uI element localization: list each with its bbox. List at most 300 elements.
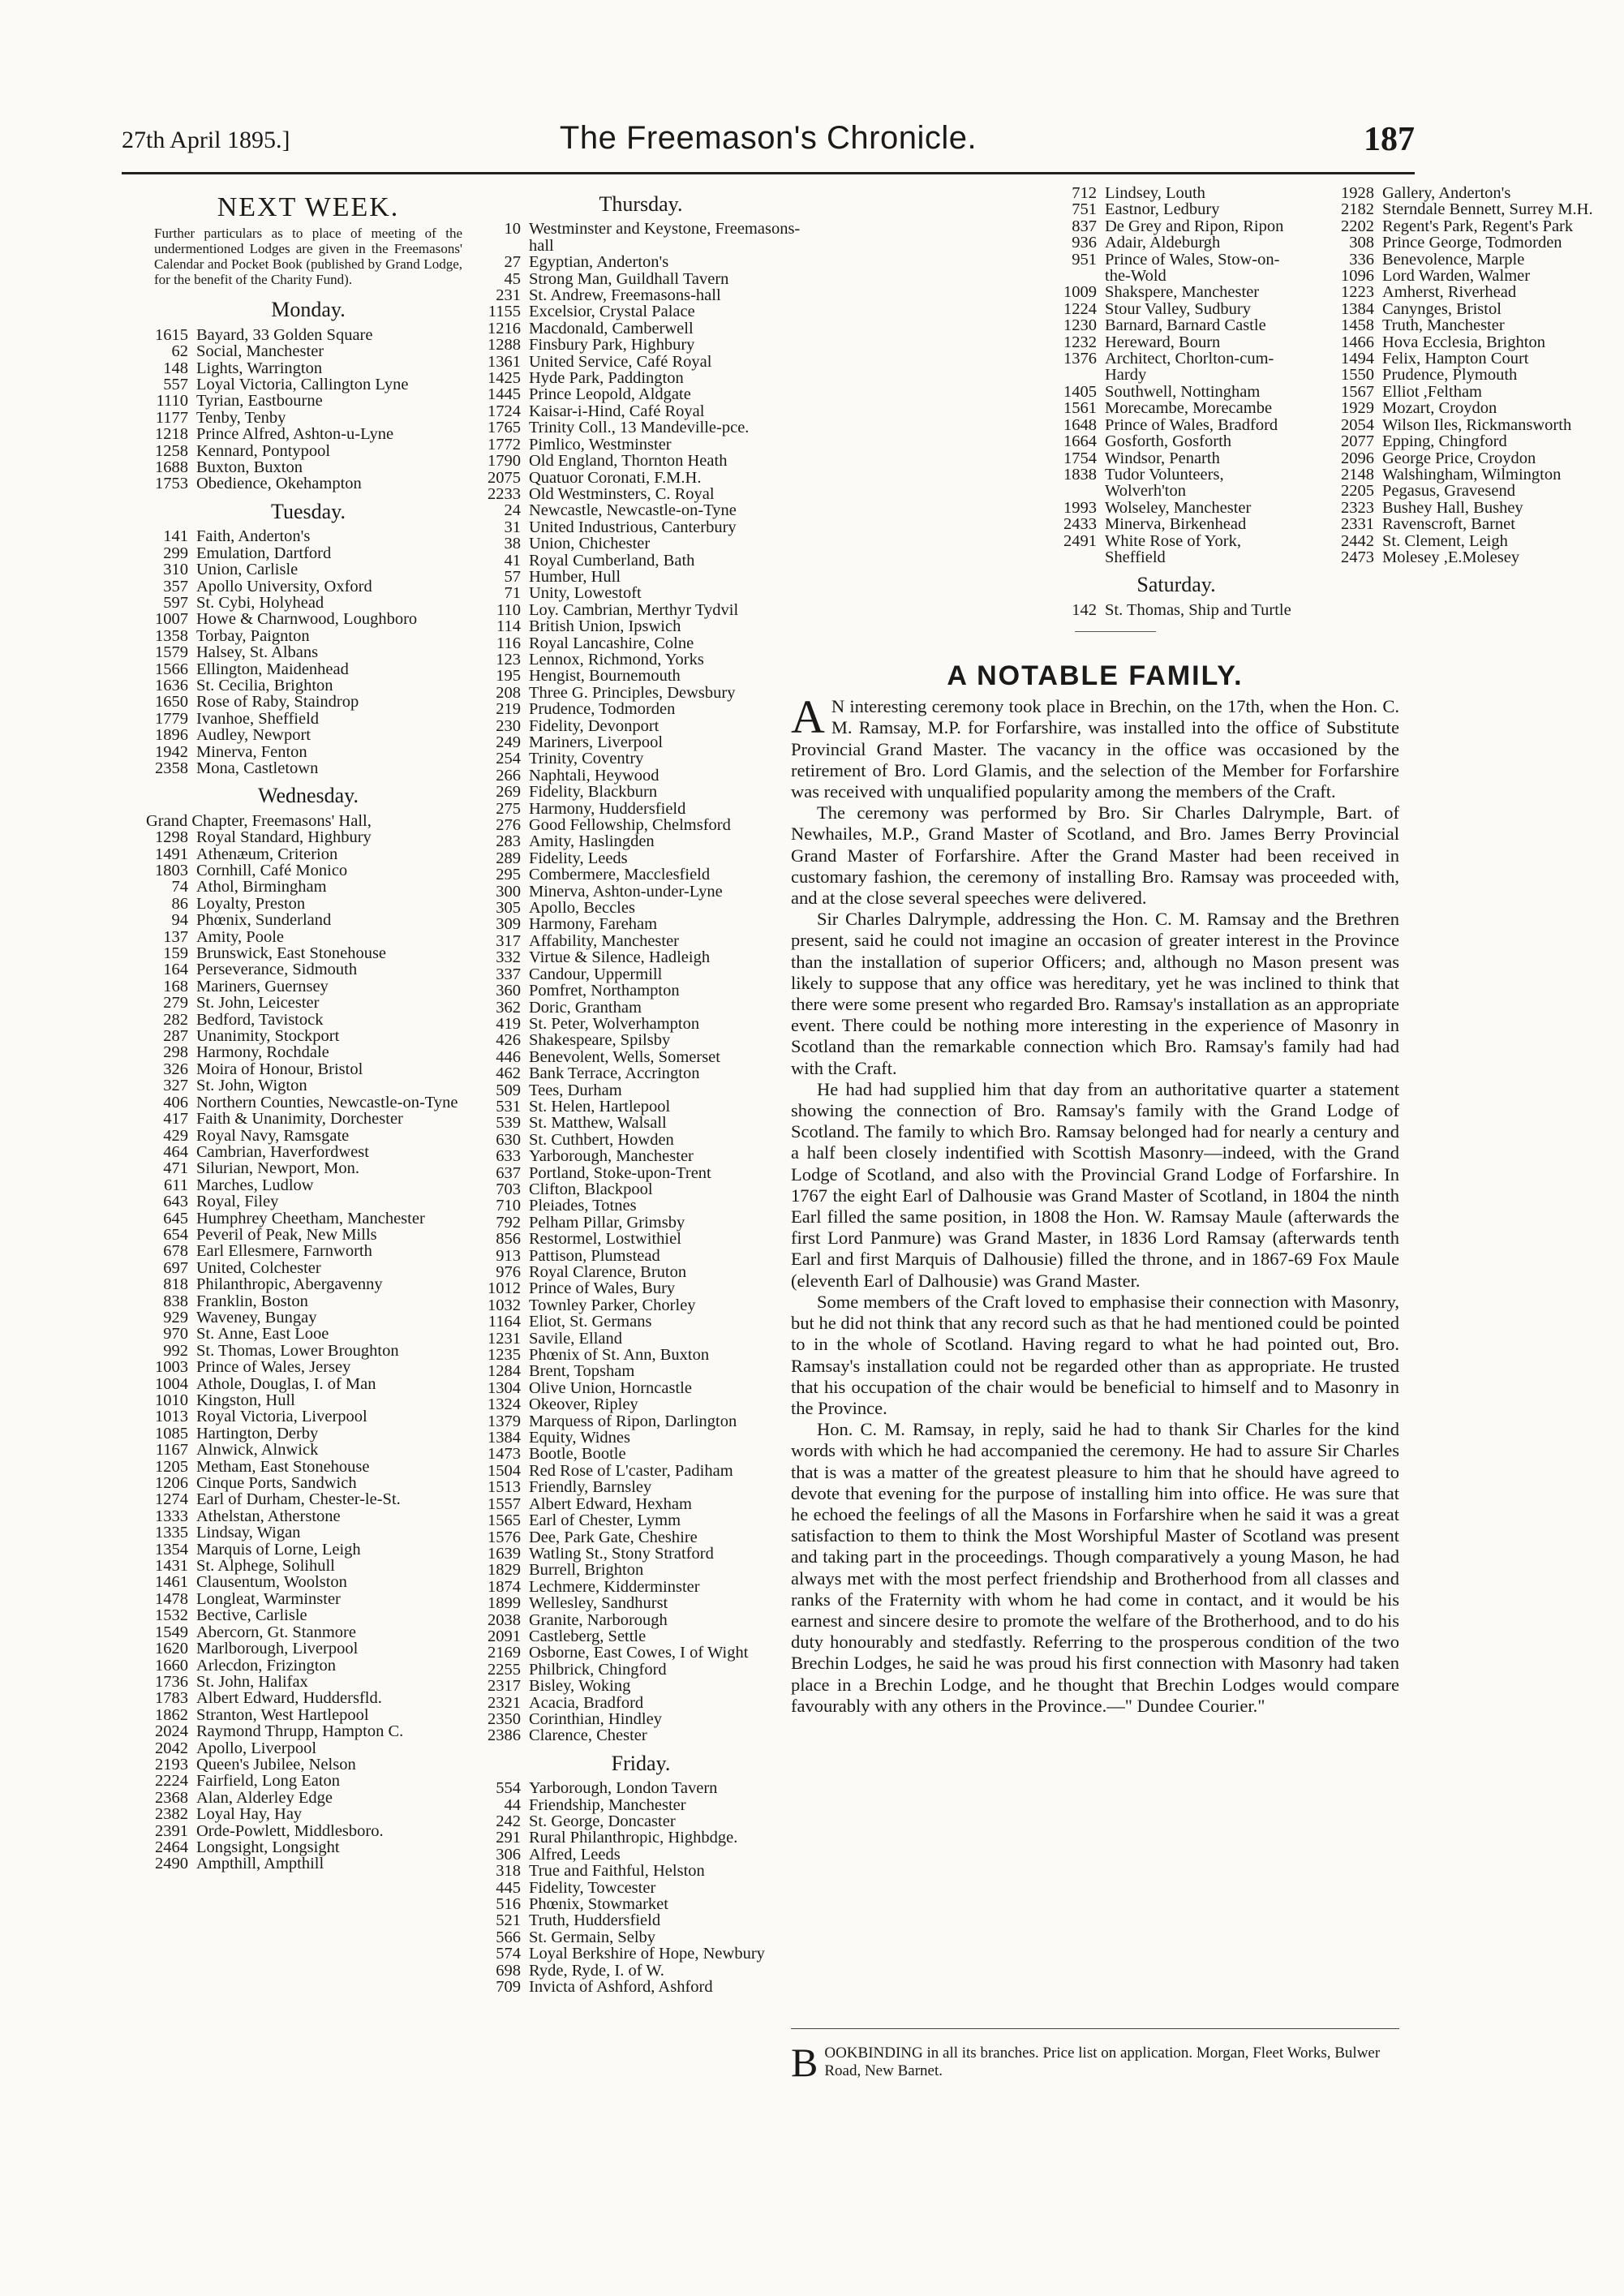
- lodge-entry: [479, 1446, 803, 1462]
- lodge-number: 254: [496, 750, 521, 768]
- lodge-name: Harmony, Rochdale: [196, 1043, 329, 1062]
- lodge-name: Humphrey Cheetham, Manchester: [196, 1209, 425, 1228]
- lodge-entry: [479, 337, 803, 353]
- lodge-entry: [479, 1529, 803, 1546]
- lodge-name: Ampthill, Ampthill: [196, 1855, 324, 1873]
- lodge-number: 1445: [488, 385, 521, 404]
- lodge-entry: [1055, 450, 1298, 467]
- lodge-name: Bank Terrace, Accrington: [529, 1064, 700, 1083]
- lodge-name: Perseverance, Sidmouth: [196, 961, 358, 979]
- lodge-entry: [1332, 417, 1624, 433]
- lodge-entry: [479, 1363, 803, 1379]
- lodge-number: 1004: [155, 1374, 188, 1393]
- lodge-name: Union, Chichester: [529, 535, 651, 553]
- lodge-entry: [146, 343, 470, 359]
- lodge-number: 792: [496, 1213, 521, 1232]
- lodge-entry: [479, 354, 803, 370]
- lodge-name: Albert Edward, Huddersfld.: [196, 1689, 382, 1708]
- lodge-number: 279: [163, 994, 188, 1013]
- lodge-name: Pelham Pillar, Grimsby: [529, 1213, 685, 1232]
- lodge-entry: [479, 933, 803, 949]
- lodge-entry: [146, 1227, 470, 1243]
- lodge-number: 2169: [488, 1644, 521, 1662]
- article-paragraph: Hon. C. M. Ramsay, in reply, said he had to thank Sir Charles for the kind words with which he had accompanied the ceremony. He had to assure Sir Charles that is was a matter of the greatest pleasure to him that he should have agreed to devote that evening for the purpose of installing him into office. He was sure that he echoed the feelings of all the Masons in Forfarshire when he said it was a great satisfaction to them to think the Most Worshipful Master of Scotland was present and taking part in the proceedings. Though comparatively a young Mason, he had always met with the most perfect friendship and Brotherhood from all classes and ranks of the Fraternity with whom he had come in contact, and it would be his earnest and sincere desire to promote the welfare of the Brotherhood, and to do his duty honourably and stedfastly. Referring to the prosperous condition of the two Brechin Lodges, he said he was proud his first connection with Masonry had taken place in a Brechin Lodge, and he thought that Brechin Lodges would compare favourably with any others in the Province.—" Dundee Courier.": [791, 1419, 1399, 1716]
- lodge-name: Eastnor, Ledbury: [1105, 200, 1220, 219]
- lodge-entry: [479, 1595, 803, 1611]
- lodge-name: Buxton, Buxton: [196, 458, 303, 477]
- lodge-name: Royal Cumberland, Bath: [529, 551, 695, 570]
- lodge-number: 2368: [155, 1788, 188, 1807]
- lodge-number: 1007: [155, 610, 188, 629]
- saturday-heading: Saturday.: [1136, 573, 1216, 597]
- lodge-number: 1216: [488, 319, 521, 338]
- lodge-number: 703: [496, 1180, 521, 1198]
- lodge-number: 2442: [1341, 531, 1374, 550]
- lodge-name: Canynges, Bristol: [1382, 299, 1502, 318]
- lodge-entry: [1332, 400, 1624, 416]
- lodge-name: Strong Man, Guildhall Tavern: [529, 269, 729, 288]
- lodge-entry: [1332, 301, 1624, 317]
- lodge-name: Olive Union, Horncastle: [529, 1378, 692, 1397]
- lodge-entry: [1332, 450, 1624, 467]
- lodge-number: 597: [163, 593, 188, 612]
- lodge-entry: [479, 767, 803, 784]
- lodge-name: Hartington, Derby: [196, 1424, 319, 1443]
- lodge-name: Windsor, Penarth: [1105, 449, 1220, 467]
- lodge-number: 697: [163, 1258, 188, 1277]
- lodge-name: Social, Manchester: [196, 342, 324, 361]
- lodge-number: 2233: [488, 484, 521, 503]
- lodge-number: 1425: [488, 369, 521, 388]
- lodge-entry: [479, 1628, 803, 1645]
- lodge-entry: [146, 1028, 470, 1044]
- lodge-entry: [479, 221, 803, 254]
- lodge-entry: [479, 1148, 803, 1164]
- lodge-number: 1993: [1063, 498, 1097, 517]
- lodge-number: 332: [496, 948, 521, 967]
- lodge-number: 1206: [155, 1474, 188, 1493]
- lodge-name: Union, Carlisle: [196, 561, 299, 579]
- article-paragraph: He had had supplied him that day from an authoritative quarter a statement showing the connection of Bro. Ramsay's family with the Grand Lodge of Scotland. The family to which Bro. Ramsay belonged had for nearly a century and a half been closely indentified with Scottish Masonry—indeed, with the Grand Lodge of Scotland, and also with the Provincial Grand Lodge of Forfarshire. In 1767 the eight Earl of Dalhousie was Grand Master of Scotland, in 1804 the ninth Earl filled the same position, in 1808 the Hon. W. Ramsay Maule (afterwards the first Lord Panmure) was Grand Master, in 1836 Lord Ramsay (afterwards tenth Earl and first Marquis of Dalhousie) filled the throne, and in 1867-69 Fox Maule (eleventh Earl of Dalhousie) was Grand Master.: [791, 1078, 1399, 1291]
- lodge-number: 1494: [1341, 350, 1374, 368]
- lodge-number: 195: [496, 667, 521, 686]
- lodge-name: Townley Parker, Chorley: [529, 1296, 696, 1314]
- lodge-number: 1110: [156, 392, 188, 411]
- lodge-number: 406: [163, 1093, 188, 1111]
- lodge-name: St. Matthew, Walsall: [529, 1114, 667, 1133]
- lodge-entry: [479, 386, 803, 402]
- lodge-entry: [146, 760, 470, 776]
- article-paragraph: A N interesting ceremony took place in Brechin, on the 17th, when the Hon. C. M. Ramsay, M.P. for Forfarshire, was installed into the office of Substitute Provincial Grand Master. The vacancy in the office was occasioned by the retirement of Bro. Lord Glamis, and the selection of the Member for Forfarshire was received with unqualified popularity among the members of the Craft.: [791, 690, 1399, 802]
- lodge-name: Egyptian, Anderton's: [529, 253, 669, 272]
- lodge-name: White Rose of York, Sheffield: [1105, 531, 1241, 566]
- lodge-name: Truth, Huddersfield: [529, 1911, 661, 1930]
- lodge-number: 2350: [488, 1709, 521, 1728]
- lodge-number: 712: [1072, 184, 1097, 202]
- lodge-entry: [1332, 433, 1624, 449]
- lodge-name: Prudence, Todmorden: [529, 700, 676, 719]
- lodge-entry: [146, 862, 470, 879]
- lodge-name: Royal, Filey: [196, 1193, 279, 1211]
- lodge-entry: [479, 949, 803, 965]
- column-4: [1332, 185, 1624, 565]
- lodge-number: 289: [496, 849, 521, 867]
- lodge-number: 1838: [1063, 465, 1097, 484]
- lodge-entry: [479, 585, 803, 601]
- lodge-entry: [479, 436, 803, 453]
- lodge-name: Bayard, 33 Golden Square: [196, 325, 373, 344]
- lodge-name: Athole, Douglas, I. of Man: [196, 1374, 376, 1393]
- lodge-name: Longsight, Longsight: [196, 1838, 340, 1856]
- lodge-name: Bootle, Bootle: [529, 1445, 626, 1464]
- lodge-number: 1929: [1341, 399, 1374, 418]
- lodge-entry: [479, 1579, 803, 1595]
- lodge-entry: [1055, 602, 1298, 618]
- lodge-number: 1003: [155, 1358, 188, 1377]
- lodge-entry: [479, 801, 803, 817]
- lodge-number: 2202: [1341, 217, 1374, 235]
- lodge-entry: [479, 486, 803, 502]
- lodge-name: Lennox, Richmond, Yorks: [529, 650, 704, 669]
- lodge-name: Wilson Iles, Rickmansworth: [1382, 415, 1572, 434]
- lodge-name: Clausentum, Woolston: [196, 1573, 347, 1592]
- lodge-entry: [479, 1280, 803, 1296]
- lodge-name: Fairfield, Long Eaton: [196, 1772, 341, 1791]
- lodge-name: British Union, Ipswich: [529, 617, 681, 636]
- lodge-entry: [146, 677, 470, 694]
- lodge-entry: [479, 1347, 803, 1363]
- lodge-number: 678: [163, 1242, 188, 1261]
- lodge-entry: [479, 1165, 803, 1181]
- lodge-number: 637: [496, 1163, 521, 1182]
- lodge-entry: [146, 644, 470, 660]
- lodge-number: 295: [496, 866, 521, 884]
- lodge-name: Tenby, Tenby: [196, 408, 286, 427]
- lodge-number: 2490: [155, 1855, 188, 1873]
- lodge-entry: [479, 535, 803, 552]
- lodge-entry: [146, 1160, 470, 1176]
- lodge-name: Cornhill, Café Monico: [196, 862, 348, 879]
- lodge-entry: [146, 1790, 470, 1806]
- lodge-entry: [146, 1144, 470, 1160]
- lodge-entry: [479, 1297, 803, 1314]
- lodge-number: 1664: [1063, 432, 1097, 451]
- lodge-entry: [1055, 284, 1298, 300]
- lodge-number: 2091: [488, 1627, 521, 1645]
- lodge-name: Minerva, Birkenhead: [1105, 515, 1247, 534]
- lodge-entry: [479, 1813, 803, 1829]
- lodge-number: 357: [163, 577, 188, 595]
- lodge-entry: [1055, 516, 1298, 532]
- lodge-name: Quatuor Coronati, F.M.H.: [529, 468, 702, 487]
- lodge-number: 336: [1349, 250, 1374, 269]
- lodge-name: George Price, Croydon: [1382, 449, 1536, 467]
- lodge-name: Stranton, West Hartlepool: [196, 1705, 369, 1724]
- lodge-number: 1874: [488, 1577, 521, 1596]
- lodge-number: 1085: [155, 1424, 188, 1443]
- lodge-number: 10: [504, 220, 521, 239]
- lodge-number: 1478: [155, 1589, 188, 1608]
- lodge-entry: [479, 1132, 803, 1148]
- lodge-number: 1232: [1063, 333, 1097, 351]
- lodge-entry: [1055, 234, 1298, 251]
- lodge-name: True and Faithful, Helston: [529, 1862, 705, 1881]
- lodge-number: 1648: [1063, 415, 1097, 434]
- issue-date: 27th April 1895.]: [122, 127, 290, 153]
- lodge-entry: [479, 1065, 803, 1081]
- lodge-entry: [146, 1756, 470, 1773]
- lodge-name: St. Anne, East Looe: [196, 1325, 329, 1344]
- lodge-entry: [479, 1248, 803, 1264]
- lodge-name: Friendly, Barnsley: [529, 1478, 652, 1497]
- lodge-name: St. Thomas, Lower Broughton: [196, 1341, 399, 1360]
- lodge-number: 299: [163, 544, 188, 562]
- lodge-number: 45: [504, 269, 521, 288]
- lodge-name: Minerva, Ashton-under-Lyne: [529, 882, 723, 901]
- lodge-name: Amherst, Riverhead: [1382, 283, 1517, 302]
- lodge-entry: [1332, 185, 1624, 201]
- lodge-name: Portland, Stoke-upon-Trent: [529, 1163, 711, 1182]
- lodge-number: 219: [496, 700, 521, 719]
- lodge-name: Earl of Chester, Lymm: [529, 1511, 681, 1530]
- lodge-number: 654: [163, 1225, 188, 1244]
- lodge-entry: [146, 1723, 470, 1739]
- tuesday-list: [146, 528, 470, 776]
- lodge-entry: [146, 1508, 470, 1524]
- lodge-number: 141: [163, 527, 188, 546]
- lodge-number: 317: [496, 931, 521, 950]
- lodge-number: 1013: [155, 1408, 188, 1426]
- lodge-entry: [479, 271, 803, 287]
- lodge-name: Candour, Uppermill: [529, 965, 663, 983]
- lodge-entry: [479, 287, 803, 303]
- lodge-name: Apollo University, Oxford: [196, 577, 372, 595]
- lodge-name: Cambrian, Haverfordwest: [196, 1142, 369, 1161]
- lodge-entry: [1055, 218, 1298, 234]
- lodge-name: Loyalty, Preston: [196, 894, 306, 913]
- lodge-entry: [146, 360, 470, 376]
- lodge-number: 1335: [155, 1524, 188, 1542]
- header-rule: [122, 172, 1415, 174]
- lodge-entry: [1332, 549, 1624, 565]
- lodge-number: 1155: [488, 303, 521, 321]
- lodge-name: Lindsey, Louth: [1105, 184, 1205, 202]
- lodge-number: 630: [496, 1130, 521, 1149]
- lodge-number: 1862: [155, 1705, 188, 1724]
- lodge-name: Mona, Castletown: [196, 759, 319, 777]
- lodge-name: Eliot, St. Germans: [529, 1313, 652, 1331]
- lodge-number: 242: [496, 1812, 521, 1830]
- lodge-entry: [479, 1099, 803, 1115]
- lodge-name: Sterndale Bennett, Surrey M.H.: [1382, 200, 1593, 219]
- lodge-entry: [479, 1662, 803, 1678]
- lodge-number: 1896: [155, 726, 188, 745]
- lodge-entry: [479, 569, 803, 585]
- lodge-number: 429: [163, 1126, 188, 1145]
- lodge-entry: [146, 1658, 470, 1674]
- lodge-name: Clarence, Chester: [529, 1726, 647, 1745]
- lodge-entry: [1055, 533, 1298, 566]
- lodge-entry: [479, 1231, 803, 1247]
- lodge-name: Trinity, Coventry: [529, 750, 644, 768]
- lodge-entry: [1332, 483, 1624, 499]
- lodge-name: Phœnix, Stowmarket: [529, 1895, 668, 1914]
- lodge-entry: [146, 1408, 470, 1425]
- lodge-number: 1942: [155, 742, 188, 761]
- lodge-number: 709: [496, 1978, 521, 1997]
- lodge-name: Obedience, Okehampton: [196, 475, 362, 493]
- lodge-entry: [479, 668, 803, 684]
- lodge-name: Waveney, Bungay: [196, 1308, 317, 1326]
- lodge-name: Prince of Wales, Bradford: [1105, 415, 1278, 434]
- lodge-name: Restormel, Lostwithiel: [529, 1230, 681, 1249]
- lodge-name: Fidelity, Devonport: [529, 716, 659, 735]
- lodge-entry: [479, 685, 803, 701]
- lodge-entry: [479, 1863, 803, 1879]
- lodge-number: 992: [163, 1341, 188, 1360]
- lodge-name: Athol, Birmingham: [196, 878, 327, 896]
- advert-dropcap: B: [791, 2040, 818, 2085]
- lodge-name: Yarborough, Manchester: [529, 1147, 694, 1166]
- lodge-name: St. Andrew, Freemasons-hall: [529, 286, 721, 305]
- lodge-number: 305: [496, 899, 521, 918]
- lodge-number: 574: [496, 1945, 521, 1963]
- lodge-name: Rose of Raby, Staindrop: [196, 693, 359, 712]
- lodge-name: Prince George, Todmorden: [1382, 234, 1562, 252]
- lodge-entry: [146, 1359, 470, 1375]
- lodge-number: 698: [496, 1961, 521, 1980]
- lodge-name: Orde-Powlett, Middlesboro.: [196, 1821, 384, 1840]
- lodge-number: 94: [171, 911, 188, 930]
- lodge-name: Loyal Victoria, Callington Lyne: [196, 376, 409, 394]
- lodge-entry: [146, 1111, 470, 1127]
- lodge-number: 539: [496, 1114, 521, 1133]
- lodge-number: 116: [496, 634, 521, 652]
- lodge-name: Royal Lancashire, Colne: [529, 634, 694, 652]
- lodge-name: Macdonald, Camberwell: [529, 319, 694, 338]
- lodge-entry: [1055, 350, 1298, 384]
- lodge-name: Audley, Newport: [196, 726, 311, 745]
- lodge-entry: [479, 1880, 803, 1896]
- lodge-name: St. John, Halifax: [196, 1672, 308, 1691]
- lodge-entry: [146, 1640, 470, 1657]
- lodge-name: Excelsior, Crystal Palace: [529, 303, 695, 321]
- lodge-number: 611: [164, 1176, 188, 1194]
- lodge-number: 31: [504, 518, 521, 536]
- lodge-entry: [1332, 367, 1624, 383]
- lodge-entry: [479, 470, 803, 486]
- lodge-entry: [479, 1115, 803, 1131]
- lodge-number: 1491: [155, 845, 188, 863]
- lodge-number: 1473: [488, 1445, 521, 1464]
- lodge-number: 1164: [488, 1313, 521, 1331]
- lodge-entry: [479, 453, 803, 469]
- lodge-name: St. Cecilia, Brighton: [196, 676, 333, 694]
- lodge-entry: [1055, 467, 1298, 500]
- lodge-entry: [146, 1293, 470, 1309]
- lodge-name: Royal Victoria, Liverpool: [196, 1408, 367, 1426]
- lodge-number: 2075: [488, 468, 521, 487]
- lodge-number: 1620: [155, 1640, 188, 1658]
- lodge-name: Phœnix of St. Ann, Buxton: [529, 1346, 710, 1365]
- lodge-entry: [146, 1740, 470, 1756]
- lodge-name: Halsey, St. Albans: [196, 643, 319, 662]
- lodge-number: 1928: [1341, 184, 1374, 202]
- lodge-entry: [146, 628, 470, 644]
- lodge-name: Harmony, Huddersfield: [529, 799, 686, 818]
- lodge-entry: [479, 1049, 803, 1065]
- lodge-entry: [479, 1032, 803, 1048]
- lodge-entry: [1055, 317, 1298, 333]
- lodge-entry: [146, 1392, 470, 1408]
- lodge-number: 976: [496, 1263, 521, 1281]
- lodge-name: Combermere, Macclesfield: [529, 866, 711, 884]
- lodge-number: 1550: [1341, 366, 1374, 385]
- lodge-number: 1754: [1063, 449, 1097, 467]
- lodge-number: 291: [496, 1829, 521, 1847]
- lodge-number: 1354: [155, 1540, 188, 1559]
- lodge-name: Molesey ,E.Molesey: [1382, 548, 1520, 566]
- lodge-name: Mozart, Croydon: [1382, 399, 1497, 418]
- article-dropcap: A: [791, 690, 825, 744]
- lodge-name: Wolseley, Manchester: [1105, 498, 1252, 517]
- lodge-name: Longleat, Warminster: [196, 1589, 341, 1608]
- lodge-number: 1772: [488, 435, 521, 454]
- column-2: [479, 185, 803, 1995]
- lodge-entry: [1055, 433, 1298, 449]
- lodge-number: 266: [496, 766, 521, 785]
- lodge-entry: [146, 1193, 470, 1210]
- lodge-name: Kennard, Pontypool: [196, 441, 331, 460]
- lodge-entry: [479, 1896, 803, 1912]
- lodge-name: Bisley, Woking: [529, 1677, 631, 1696]
- lodge-number: 24: [504, 501, 521, 520]
- lodge-name: Royal Navy, Ramsgate: [196, 1126, 350, 1145]
- lodge-name: Prince of Wales, Bury: [529, 1279, 676, 1298]
- lodge-entry: [146, 1459, 470, 1475]
- lodge-entry: [146, 1077, 470, 1094]
- lodge-number: 2224: [155, 1772, 188, 1791]
- lodge-name: Old England, Thornton Heath: [529, 452, 728, 471]
- lodge-number: 1012: [488, 1279, 521, 1298]
- lodge-entry: [479, 370, 803, 386]
- lodge-entry: [146, 475, 470, 492]
- lodge-number: 137: [163, 927, 188, 946]
- publication-title: The Freemason's Chronicle.: [559, 120, 977, 156]
- lodge-name: Alfred, Leeds: [529, 1845, 621, 1864]
- lodge-number: 2148: [1341, 465, 1374, 484]
- lodge-number: 951: [1072, 250, 1097, 269]
- lodge-entry: [1332, 384, 1624, 400]
- lodge-number: 1636: [155, 676, 188, 694]
- lodge-entry: [479, 1829, 803, 1846]
- lodge-name: Peveril of Peak, New Mills: [196, 1225, 377, 1244]
- lodge-number: 645: [163, 1209, 188, 1228]
- lodge-number: 2391: [155, 1821, 188, 1840]
- lodge-entry: [1332, 284, 1624, 300]
- lodge-number: 327: [163, 1077, 188, 1095]
- lodge-name: Metham, East Stonehouse: [196, 1457, 370, 1476]
- lodge-name: Brent, Topsham: [529, 1362, 635, 1381]
- lodge-name: St. Helen, Hartlepool: [529, 1097, 671, 1116]
- lodge-number: 159: [163, 944, 188, 963]
- lodge-name: Walshingham, Wilmington: [1382, 465, 1562, 484]
- lodge-name: Brunswick, East Stonehouse: [196, 944, 387, 963]
- lodge-name: Fidelity, Towcester: [529, 1878, 656, 1897]
- lodge-number: 1223: [1341, 283, 1374, 302]
- lodge-entry: [146, 727, 470, 743]
- lodge-name: Gallery, Anderton's: [1382, 184, 1511, 202]
